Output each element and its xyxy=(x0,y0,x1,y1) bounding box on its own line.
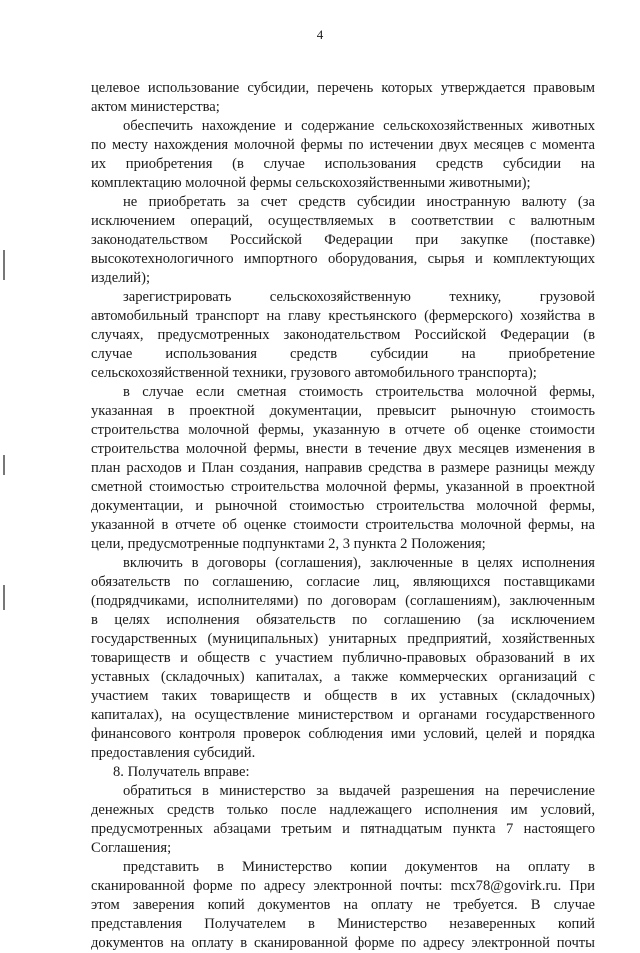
text-line: их приобретения (в случае использования средств субсидии на xyxy=(91,156,595,172)
text-line: документации, и рыночной стоимостью строительства молочной фермы, xyxy=(91,498,595,514)
text-line: в целях исполнения обязательств по соглашению (за исключением xyxy=(91,612,595,628)
text-line: (подрядчиками, исполнителями) по договорам (соглашениям), заключенным xyxy=(91,593,595,609)
text-line: высокотехнологичного импортного оборудования, сырья и комплектующих xyxy=(91,251,595,267)
text-line: по месту нахождения молочной фермы по истечении двух месяцев с момента xyxy=(91,137,595,153)
text-line: строительства молочной фермы, указанную в отчете об оценке стоимости xyxy=(91,422,595,438)
text-line: сметной стоимостью строительства молочной фермы, указанной в проектной xyxy=(91,479,595,495)
text-line: целевое использование субсидии, перечень которых утверждается правовым xyxy=(91,80,595,96)
page-number: 4 xyxy=(316,27,324,42)
text-line: указанной в отчете об оценке стоимости строительства молочной фермы, на xyxy=(91,517,595,533)
scan-margin-mark xyxy=(3,250,5,280)
text-line: исключением операций, осуществляемых в соответствии с валютным xyxy=(91,213,595,229)
text-line: обязательств по соглашению, согласие лиц, являющихся поставщиками xyxy=(91,574,595,590)
text-line: товариществ и обществ с участием публично-правовых образований в их xyxy=(91,650,595,666)
text-line: план расходов и План создания, направив средства в размере разницы между xyxy=(91,460,595,476)
text-line: документов на оплату в сканированной форме по адресу электронной почты xyxy=(91,935,595,951)
text-line: цели, предусмотренные подпунктами 2, 3 пункта 2 Положения; xyxy=(91,536,486,552)
text-line: автомобильный транспорт на главу крестьянского (фермерского) хозяйства в xyxy=(91,308,595,324)
text-line: комплектацию молочной фермы сельскохозяйственными животными); xyxy=(91,175,531,191)
text-line: предусмотренных абзацами третьим и пятнадцатым пункта 7 настоящего xyxy=(91,821,595,837)
text-line: Соглашения; xyxy=(91,840,172,856)
text-line: не приобретать за счет средств субсидии иностранную валюту (за xyxy=(123,194,595,210)
text-line: случаях, предусмотренных законодательством Российской Федерации (в xyxy=(91,327,595,343)
text-line: зарегистрировать сельскохозяйственную технику, грузовой xyxy=(123,289,595,305)
document-body xyxy=(91,79,595,953)
text-line: случае использования средств субсидии на приобретение xyxy=(91,346,595,362)
text-line: капиталах), на осуществление министерством и органами государственного xyxy=(91,707,595,723)
text-line: указанная в проектной документации, превысит рыночную стоимость xyxy=(91,403,595,419)
text-line: предоставления субсидий. xyxy=(91,745,256,761)
text-line: обеспечить нахождение и содержание сельскохозяйственных животных xyxy=(123,118,595,134)
text-line: сканированной форме по адресу электронной почты: mcx78@govirk.ru. При xyxy=(91,878,595,894)
text-line: в случае если сметная стоимость строительства молочной фермы, xyxy=(123,384,595,400)
text-line: 8. Получатель вправе: xyxy=(113,764,250,780)
text-line: представления Получателем в Министерство незаверенных копий xyxy=(91,916,595,932)
text-line: участием таких товариществ и обществ в их уставных (складочных) xyxy=(91,688,595,704)
text-line: изделий); xyxy=(91,270,151,286)
text-line: денежных средств только после надлежащего исполнения им условий, xyxy=(91,802,595,818)
text-line: обратиться в министерство за выдачей разрешения на перечисление xyxy=(123,783,595,799)
scan-margin-mark xyxy=(3,585,5,610)
text-line: этом заверения копий документов на оплату не требуется. В случае xyxy=(91,897,595,913)
text-line: уставных (складочных) капиталах, а также коммерческих организаций с xyxy=(91,669,595,685)
text-line: законодательством Российской Федерации при закупке (поставке) xyxy=(91,232,595,248)
text-line: финансового контроля проверок соблюдения ими условий, целей и порядка xyxy=(91,726,595,742)
text-line: строительства молочной фермы, внести в течение двух месяцев изменения в xyxy=(91,441,595,457)
text-line: актом министерства; xyxy=(91,99,220,115)
text-line: представить в Министерство копии документов на оплату в xyxy=(123,859,595,875)
text-line: включить в договоры (соглашения), заключенные в целях исполнения xyxy=(123,555,595,571)
text-line: сельскохозяйственной техники, грузового автомобильного транспорта); xyxy=(91,365,537,381)
text-line: государственных (муниципальных) унитарных предприятий, хозяйственных xyxy=(91,631,595,647)
scan-margin-mark xyxy=(3,455,5,475)
